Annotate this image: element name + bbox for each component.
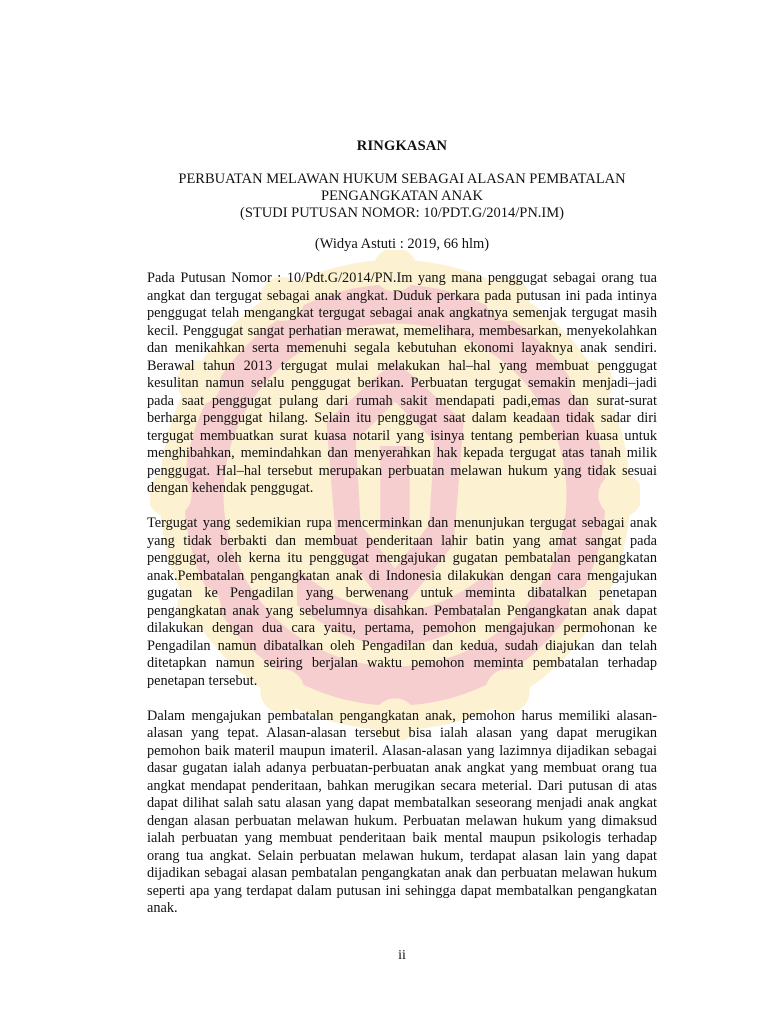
author-line: (Widya Astuti : 2019, 66 hlm) [314, 236, 490, 252]
document-page [147, 0, 657, 1024]
paragraph: Pada Putusan Nomor : 10/Pdt.G/2014/PN.Im yang mana penggugat sebagai orang tua angkat dan tergugat sebagai anak angkat. Duduk perkara pada putusan ini pada intinya penggugat telah mengangkat tergugat sebagai anak angkatnya semenjak tergugat masih kecil. Penggugat sangat perhatian merawat, memelihara, membesarkan, menyekolahkan dan menikahkan serta memenuhi segala kebutuhan ekonomi layaknya anak sendiri. Berawal tahun 2013 tergugat mulai melakukan hal–hal yang membuat penggugat kesulitan namun selalu penggugat berikan. Perbuatan tergugat semakin menjadi–jadi pada saat penggugat pulang dari rumah sakit mendapati padi,emas dan surat-surat berharga penggugat hilang. Selain itu penggugat saat dalam keadaan tidak sadar diri tergugat membuatkan surat kuasa notaril yang isinya tentang pemberian kuasa untuk menghibahkan, memindahkan dan menyerahkan hak kepada tergugat atas tanah milik penggugat. Hal–hal tersebut merupakan perbuatan melawan hukum yang tidak sesuai dengan kehendak penggugat. [147, 270, 657, 496]
body-text [147, 270, 657, 935]
page-number: ii [398, 948, 406, 963]
document-subtitle [147, 171, 657, 222]
subtitle-line: PERBUATAN MELAWAN HUKUM SEBAGAI ALASAN PEMBATALAN [178, 171, 626, 187]
paragraph: Tergugat yang sedemikian rupa mencerminkan dan menunjukan tergugat sebagai anak yang tidak berbakti dan membuat penderitaan lahir batin yang amat sangat pada penggugat, oleh kerna itu penggugat mengajukan gugatan pembatalan pengangkatan anak.Pembatalan pengangkatan anak di Indonesia dilakukan dengan cara mengajukan gugatan ke Pengadilan yang berwenang untuk meminta dibatalkan penetapan pengangkatan anak yang sebelumnya disahkan. Pembatalan Pengangkatan anak dapat dilakukan dengan dua cara yaitu, pertama, pemohon mengajukan permohonan ke Pengadilan namun dibatalkan oleh Pengadilan dan kedua, sudah diajukan dan telah ditetapkan namun seiring berjalan waktu pemohon meminta pembatalan terhadap penetapan tersebut. [147, 515, 657, 689]
paragraph: Dalam mengajukan pembatalan pengangkatan anak, pemohon harus memiliki alasan-alasan yang tepat. Alasan-alasan tersebut bisa ialah alasan yang dapat merugikan pemohon baik materil maupun imateril. Alasan-alasan yang lazimnya dijadikan sebagai dasar gugatan ialah adanya perbuatan-perbuatan anak angkat yang membuat orang tua angkat mendapat penderitaan, bahkan merugikan secara meterial. Dari putusan di atas dapat dilihat salah satu alasan yang dapat membatalkan seseorang menjadi anak angkat dengan alasan perbuatan melawan hukum. Perbuatan melawan hukum yang dimaksud ialah perbuatan yang membuat penderitaan baik mental maupun psikologis terhadap orang tua angkat. Selain perbuatan melawan hukum, terdapat alasan lain yang dapat dijadikan sebagai alasan pembatalan pengangkatan anak dan perbuatan melawan hukum seperti apa yang terdapat dalam putusan ini sehingga dapat membatalkan pengangkatan anak. [147, 707, 657, 916]
subtitle-line: (STUDI PUTUSAN NOMOR: 10/PDT.G/2014/PN.IM) [240, 205, 564, 221]
document-title: RINGKASAN [356, 138, 448, 154]
subtitle-line: PENGANGKATAN ANAK [321, 188, 483, 204]
